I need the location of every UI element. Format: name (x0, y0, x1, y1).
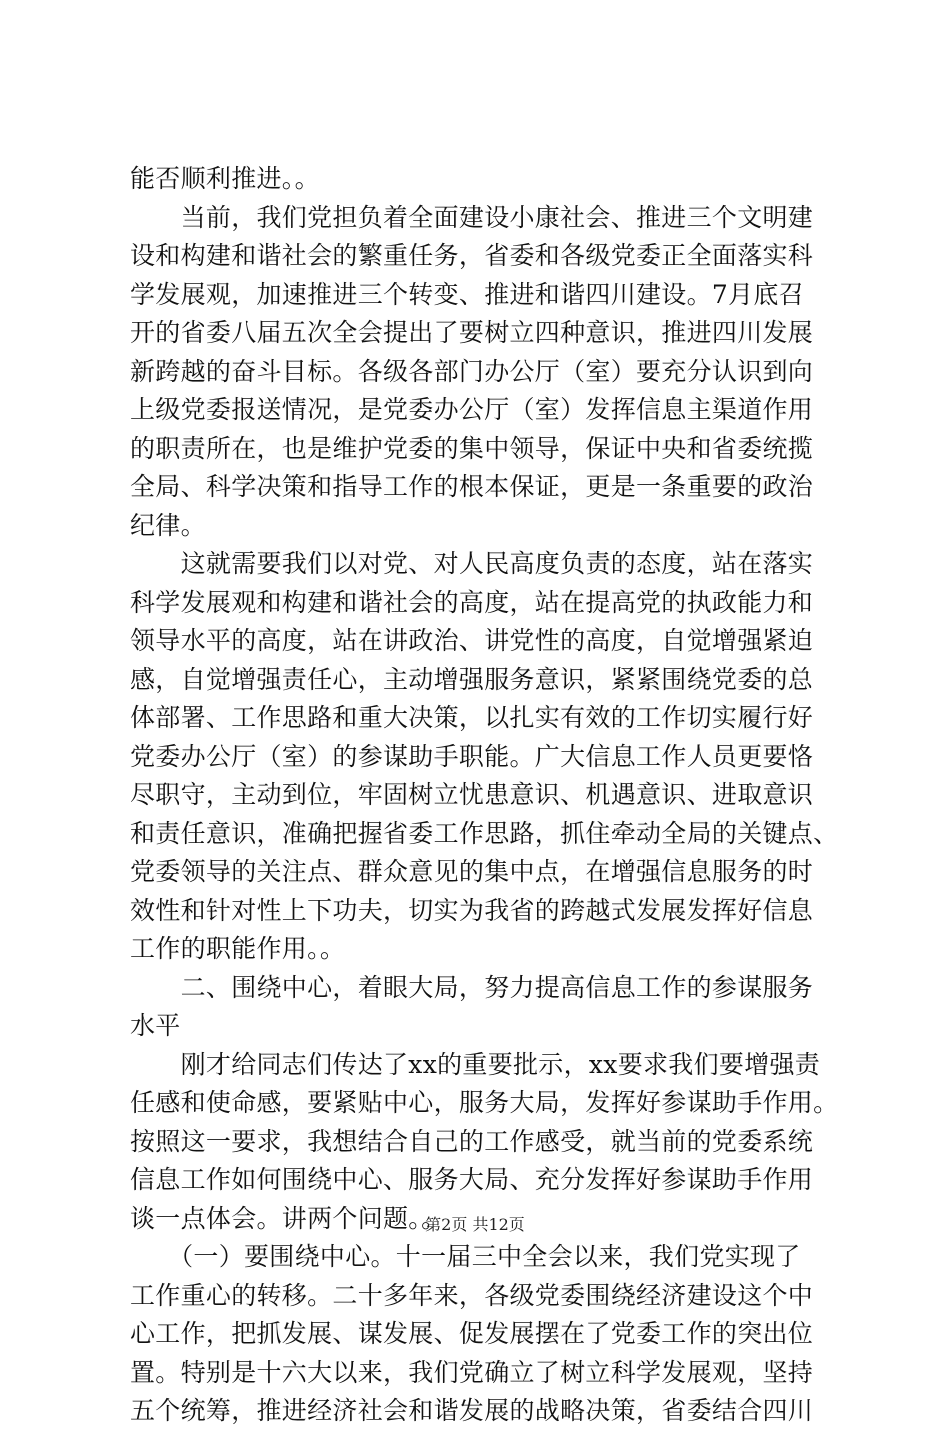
text-line: 上级党委报送情况，是党委办公厅（室）发挥信息主渠道作用 (130, 395, 814, 424)
page-number-footer: 第2页 共12页 (425, 1215, 525, 1234)
text-line: 按照这一要求，我想结合自己的工作感受，就当前的党委系统 (130, 1126, 814, 1156)
text-line: 五个统筹，推进经济社会和谐发展的战略决策，省委结合四川 (130, 1396, 814, 1425)
text-line: 体部署、工作思路和重大决策，以扎实有效的工作切实履行好 (130, 703, 814, 732)
document-body (130, 160, 839, 1431)
text-line: 开的省委八届五次全会提出了要树立四种意识，推进四川发展 (130, 318, 814, 347)
text-line: 谈一点体会。讲两个问题。。 (130, 1203, 447, 1233)
text-line: 水平 (130, 1011, 181, 1040)
text-line: 刚才给同志们传达了xx的重要批示，xx要求我们要增强责 (130, 1049, 821, 1079)
text-line: 工作的职能作用。。 (130, 934, 346, 963)
text-line: 新跨越的奋斗目标。各级各部门办公厅（室）要充分认识到向 (130, 356, 814, 386)
text-line: 心工作，把抓发展、谋发展、促发展摆在了党委工作的突出位 (130, 1319, 814, 1348)
text-line: 任感和使命感，要紧贴中心，服务大局，发挥好参谋助手作用。 (130, 1088, 839, 1117)
text-line: 二、围绕中心，着眼大局，努力提高信息工作的参谋服务 (130, 972, 814, 1002)
text-line: 尽职守，主动到位，牢固树立忧患意识、机遇意识、进取意识 (130, 780, 814, 809)
text-line: 能否顺利推进。。 (130, 164, 320, 193)
text-line: 这就需要我们以对党、对人民高度负责的态度，站在落实 (130, 549, 814, 578)
text-line: 学发展观，加速推进三个转变、推进和谐四川建设。7月底召 (130, 279, 805, 309)
text-line: 和责任意识，准确把握省委工作思路，抓住牵动全局的关键点、 (130, 818, 839, 848)
text-line: 置。特别是十六大以来，我们党确立了树立科学发展观，坚持 (130, 1357, 814, 1387)
text-line: 信息工作如何围绕中心、服务大局、充分发挥好参谋助手作用 (130, 1165, 814, 1194)
text-line: 党委领导的关注点、群众意见的集中点，在增强信息服务的时 (130, 857, 814, 886)
text-line: 效性和针对性上下功夫，切实为我省的跨越式发展发挥好信息 (130, 895, 814, 925)
text-line: （一）要围绕中心。十一届三中全会以来，我们党实现了 (130, 1242, 801, 1271)
text-line: 领导水平的高度，站在讲政治、讲党性的高度，自觉增强紧迫 (130, 626, 814, 655)
text-line: 纪律。 (130, 510, 206, 540)
text-line: 设和构建和谐社会的繁重任务，省委和各级党委正全面落实科 (130, 241, 814, 270)
text-line: 党委办公厅（室）的参谋助手职能。广大信息工作人员更要恪 (130, 741, 814, 771)
text-line: 科学发展观和构建和谐社会的高度，站在提高党的执政能力和 (130, 587, 814, 617)
text-line: 的职责所在，也是维护党委的集中领导，保证中央和省委统揽 (130, 433, 814, 463)
text-line: 工作重心的转移。二十多年来，各级党委围绕经济建设这个中 (130, 1280, 814, 1310)
text-line: 全局、科学决策和指导工作的根本保证，更是一条重要的政治 (130, 472, 814, 501)
text-line: 当前，我们党担负着全面建设小康社会、推进三个文明建 (130, 202, 814, 232)
text-line: 感，自觉增强责任心，主动增强服务意识，紧紧围绕党委的总 (130, 664, 814, 694)
